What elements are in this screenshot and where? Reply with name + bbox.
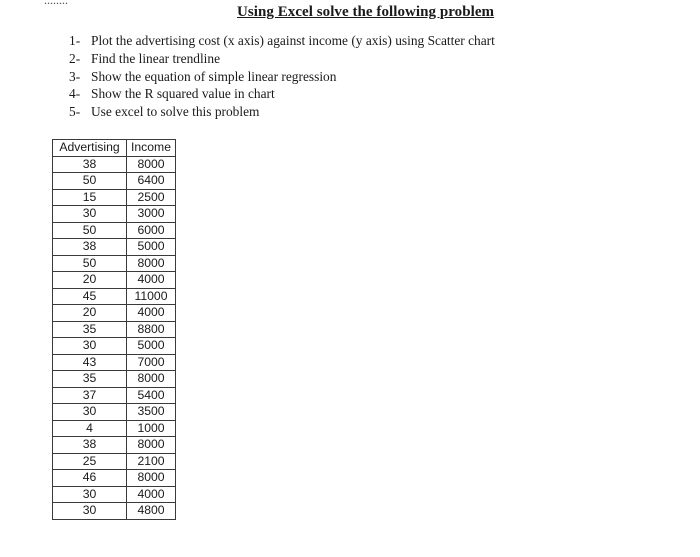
advertising-cell: 43	[53, 354, 127, 371]
income-cell: 5000	[127, 239, 176, 256]
task-item	[69, 103, 495, 121]
income-cell: 6000	[127, 222, 176, 239]
income-cell: 4000	[127, 486, 176, 503]
income-cell: 3500	[127, 404, 176, 421]
income-cell: 8000	[127, 156, 176, 173]
income-cell: 8000	[127, 470, 176, 487]
task-text: Find the linear trendline	[91, 50, 221, 66]
income-cell: 2500	[127, 189, 176, 206]
advertising-cell: 37	[53, 387, 127, 404]
table-row	[53, 387, 176, 404]
income-cell: 5400	[127, 387, 176, 404]
advertising-cell: 30	[53, 486, 127, 503]
income-cell: 7000	[127, 354, 176, 371]
task-text: Use excel to solve this problem	[91, 104, 260, 120]
advertising-cell: 4	[53, 420, 127, 437]
advertising-cell: 30	[53, 338, 127, 355]
table-row	[53, 305, 176, 322]
table-row	[53, 470, 176, 487]
column-header-income: Income	[127, 140, 176, 157]
task-text: Show the R squared value in chart	[91, 86, 275, 102]
advertising-cell: 30	[53, 206, 127, 223]
advertising-cell: 15	[53, 189, 127, 206]
table-header-row	[53, 140, 176, 157]
table-row	[53, 255, 176, 272]
advertising-cell: 38	[53, 239, 127, 256]
table-row	[53, 173, 176, 190]
income-cell: 8000	[127, 255, 176, 272]
table-row	[53, 404, 176, 421]
task-list	[69, 32, 495, 121]
income-cell: 1000	[127, 420, 176, 437]
income-cell: 6400	[127, 173, 176, 190]
table-row	[53, 371, 176, 388]
table-row	[53, 156, 176, 173]
table-row	[53, 288, 176, 305]
income-cell: 4800	[127, 503, 176, 520]
task-number: 1-	[69, 33, 81, 48]
task-text: Show the equation of simple linear regression	[91, 68, 337, 84]
advertising-cell: 38	[53, 156, 127, 173]
advertising-cell: 50	[53, 222, 127, 239]
table-row	[53, 453, 176, 470]
advertising-cell: 45	[53, 288, 127, 305]
income-cell: 2100	[127, 453, 176, 470]
advertising-cell: 50	[53, 173, 127, 190]
table-row	[53, 206, 176, 223]
table-row	[53, 189, 176, 206]
table-row	[53, 321, 176, 338]
income-cell: 4000	[127, 305, 176, 322]
income-cell: 8000	[127, 371, 176, 388]
income-cell: 3000	[127, 206, 176, 223]
table-row	[53, 239, 176, 256]
table-row	[53, 354, 176, 371]
task-number: 3-	[69, 68, 81, 84]
income-cell: 4000	[127, 272, 176, 289]
task-text: Plot the advertising cost (x axis) against income (y axis) using Scatter chart	[91, 33, 495, 48]
task-number: 4-	[69, 86, 81, 102]
task-number: 5-	[69, 104, 81, 120]
advertising-cell: 35	[53, 371, 127, 388]
advertising-cell: 20	[53, 272, 127, 289]
advertising-cell: 30	[53, 404, 127, 421]
table-row	[53, 486, 176, 503]
cropped-header-fragment: ........	[44, 0, 68, 7]
table-row	[53, 272, 176, 289]
table-row	[53, 503, 176, 520]
advertising-cell: 38	[53, 437, 127, 454]
task-number: 2-	[69, 50, 81, 66]
advertising-cell: 20	[53, 305, 127, 322]
table-row	[53, 338, 176, 355]
column-header-advertising: Advertising	[53, 140, 127, 157]
advertising-cell: 35	[53, 321, 127, 338]
page-title: Using Excel solve the following problem	[237, 4, 495, 20]
table-row	[53, 222, 176, 239]
table-row	[53, 437, 176, 454]
income-cell: 11000	[127, 288, 176, 305]
income-cell: 5000	[127, 338, 176, 355]
task-item	[69, 85, 495, 103]
advertising-cell: 46	[53, 470, 127, 487]
income-cell: 8000	[127, 437, 176, 454]
task-item	[69, 50, 495, 68]
advertising-cell: 25	[53, 453, 127, 470]
task-item	[69, 32, 495, 50]
table-row	[53, 420, 176, 437]
advertising-income-table	[52, 139, 176, 520]
income-cell: 8800	[127, 321, 176, 338]
advertising-cell: 50	[53, 255, 127, 272]
task-item	[69, 68, 495, 86]
advertising-cell: 30	[53, 503, 127, 520]
